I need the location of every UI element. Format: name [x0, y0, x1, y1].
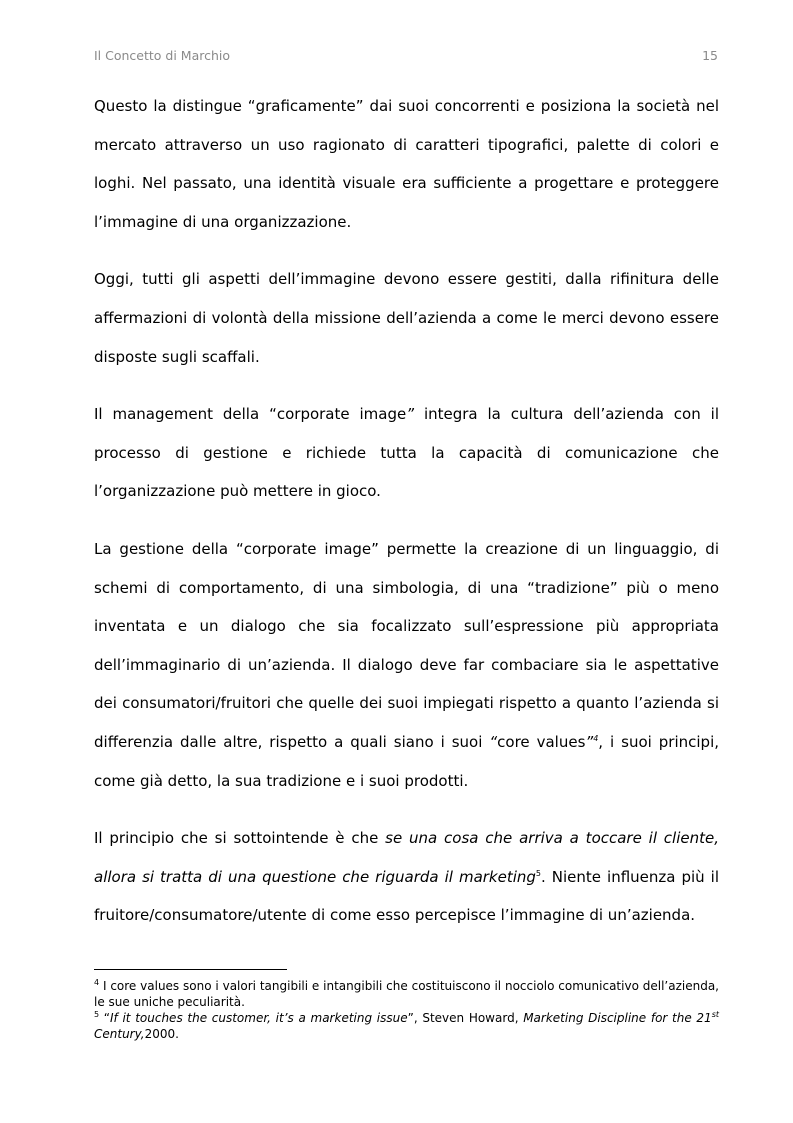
paragraph-3-before: Il management della “corporate image — [94, 405, 407, 424]
paragraph-5 — [94, 819, 719, 935]
footnote-5-year: 2000. — [144, 1027, 179, 1041]
paragraph-4-open-quote: “ — [489, 732, 498, 751]
paragraph-4-before: La gestione della “corporate image” permette la creazione di un linguaggio, di schemi di comportamento, di una simbologia, di una “tradizione” più o meno inventata e un dialogo che sia focalizzato sull’espressione più appropriata dell’immaginario di un’azienda. Il dialogo deve far combaciare sia le aspettative dei consumatori/fruitori che quelle dei suoi impiegati rispetto a quanto l’azienda si differenzia dalle altre, rispetto a quali siano i suoi — [94, 539, 719, 751]
footnote-4-text: I core values sono i valori tangibili e intangibili che costituiscono il nocciolo comunicativo dell’azienda, le sue uniche peculiarità. — [94, 979, 719, 1009]
footnote-5-close-quote: ” — [407, 1011, 414, 1025]
footnote-4-number: 4 — [94, 978, 100, 987]
footnote-5 — [94, 1010, 719, 1042]
footnote-ref-5[interactable]: 5 — [535, 868, 542, 878]
paragraph-3-after: integra la cultura dell’azienda con il processo di gestione e richiede tutta la capacità di comunicazione che l’organizzazione può mettere in gioco. — [94, 405, 719, 501]
paragraph-5-after: . Niente influenza più il fruitore/consumatore/utente di come esso percepisce l’immagine di un’azienda. — [94, 867, 719, 925]
page-number: 15 — [702, 48, 718, 63]
footnote-5-title-sup: st — [711, 1010, 720, 1019]
footnote-5-number: 5 — [94, 1010, 100, 1019]
footnote-ref-4[interactable]: 4 — [593, 733, 599, 743]
paragraph-4 — [94, 530, 719, 800]
header-title: Il Concetto di Marchio — [94, 48, 231, 63]
paragraph-2: Oggi, tutti gli aspetti dell’immagine devono essere gestiti, dalla rifinitura delle affermazioni di volontà della missione dell’azienda a come le merci devono essere disposte sugli scaffali. — [94, 270, 719, 366]
body-text — [94, 87, 719, 935]
paragraph-5-before: Il principio che si sottointende è che — [94, 829, 386, 848]
paragraph-3-italic-quote: ” — [406, 405, 415, 424]
paragraph-4-core-values: core values — [497, 732, 586, 751]
footnote-5-title: Marketing Discipline for the 21 — [523, 1011, 712, 1025]
paragraph-3 — [94, 395, 719, 511]
footnote-4 — [94, 978, 719, 1010]
footnote-5-quote: If it touches the customer, it’s a marketing issue — [110, 1011, 408, 1025]
footnote-5-title-end: Century, — [94, 1027, 145, 1041]
footnote-5-open-quote: “ — [99, 1011, 111, 1025]
footnote-divider — [94, 969, 287, 970]
footnotes — [94, 978, 719, 1042]
paragraph-4-close-quote: ” — [585, 732, 594, 751]
paragraph-4-after: , i suoi principi, come già detto, la sua tradizione e i suoi prodotti. — [94, 732, 720, 790]
paragraph-1: Questo la distingue “graficamente” dai suoi concorrenti e posiziona la società nel mercato attraverso un uso ragionato di caratteri tipografici, palette di colori e loghi. Nel passato, una identità visuale era sufficiente a progettare e proteggere l’immagine di una organizzazione. — [94, 97, 719, 231]
footnote-5-author: , Steven Howard, — [413, 1011, 524, 1025]
paragraph-5-italic: se una cosa che arriva a toccare il cliente, allora si tratta di una questione che riguarda il marketing — [94, 829, 719, 886]
